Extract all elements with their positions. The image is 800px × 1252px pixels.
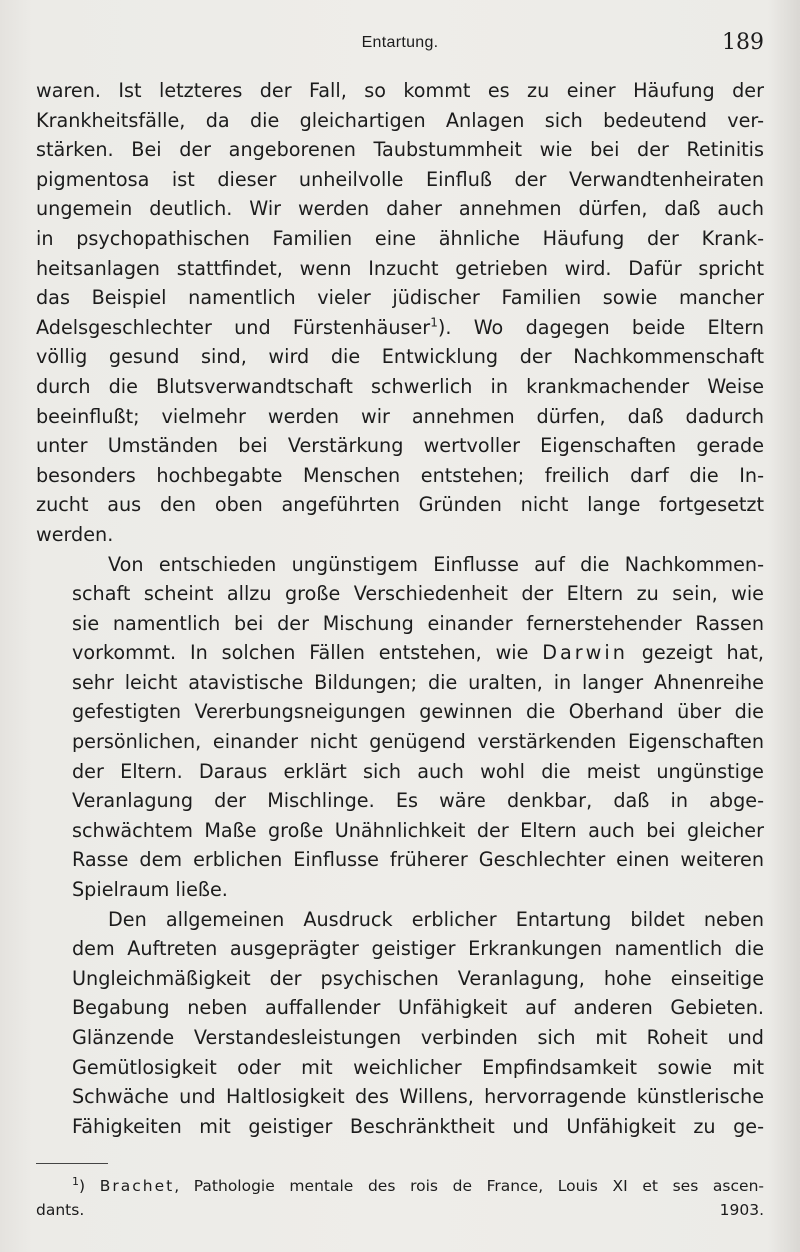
text-line [36, 638, 764, 668]
footnote-text: , Pathologie mentale des rois de France, Louis XI et ses ascen- [174, 1177, 764, 1195]
footnote-line [36, 1174, 764, 1198]
text-segment: vorkommt. In solchen Fällen entstehen, wie [72, 641, 529, 665]
text-line: völlig gesund sind, wird die Entwicklung der Nachkommenschaft [36, 345, 764, 369]
text-line: ungemein deutlich. Wir werden daher annehmen dürfen, daß auch [36, 197, 764, 221]
text-line: waren. Ist letzteres der Fall, so kommt es zu einer Häufung der [36, 79, 764, 102]
paragraph-1 [36, 76, 764, 550]
text-line: Von entschieden ungünstigem Einflusse auf die Nachkommen- [108, 552, 764, 576]
text-line: Gemütlosigkeit oder mit weichlicher Empfindsamkeit sowie mit [72, 1055, 764, 1079]
running-title: Entartung. [361, 34, 439, 51]
text-line: schwächtem Maße große Unähnlichkeit der Eltern auch bei gleicher [72, 818, 764, 842]
text-line: das Beispiel namentlich vieler jüdischer Familien sowie mancher [36, 286, 764, 310]
text-line: persönlichen, einander nicht genügend verstärkenden Eigenschaften [72, 730, 764, 754]
text-line: Krankheitsfälle, da die gleichartigen Anlagen sich bedeutend ver- [36, 108, 764, 132]
text-line: schaft scheint allzu große Verschiedenheit der Eltern zu sein, wie [72, 582, 764, 606]
paragraph-3 [36, 905, 764, 1142]
text-segment: ). Wo dagegen beide Eltern [437, 315, 764, 339]
text-line: heitsanlagen stattfindet, wenn Inzucht getrieben wird. Dafür spricht [36, 256, 764, 280]
text-line: gefestigten Vererbungsneigungen gewinnen die Oberhand über die [72, 700, 764, 724]
footnote-line: dants. 1903. [36, 1201, 764, 1219]
footnote-marker: 1 [72, 1174, 79, 1188]
text-line: zucht aus den oben angeführten Gründen nicht lange fortgesetzt [36, 493, 764, 517]
footnote-divider [36, 1163, 108, 1164]
footnote-marker-paren: ) [79, 1177, 86, 1195]
text-line: pigmentosa ist dieser unheilvolle Einfluß der Verwandtenheiraten [36, 167, 764, 191]
footnote [36, 1174, 764, 1222]
text-line: Spielraum ließe. [72, 878, 228, 902]
footnote-author: Brachet [99, 1177, 175, 1195]
body-text [36, 76, 764, 1141]
text-segment: Adelsgeschlechter und Fürstenhäuser [36, 315, 431, 339]
text-line: Veranlagung der Mischlinge. Es wäre denkbar, daß in abge- [72, 789, 764, 813]
page-header [36, 28, 764, 60]
author-name-darwin: Darwin [542, 641, 628, 665]
text-line: werden. [36, 522, 114, 546]
text-line [36, 313, 764, 343]
text-line: sie namentlich bei der Mischung einander fernerstehender Rassen [72, 611, 764, 635]
text-line: durch die Blutsverwandtschaft schwerlich in krankmachender Weise [36, 374, 764, 398]
text-line: Glänzende Verstandesleistungen verbinden sich mit Roheit und [72, 1026, 764, 1049]
text-line: Rasse dem erblichen Einflusse früherer Geschlechter einen weiteren [72, 848, 764, 872]
text-line: stärken. Bei der angeborenen Taubstummheit wie bei der Retinitis [36, 138, 764, 162]
text-line: dem Auftreten ausgeprägter geistiger Erkrankungen namentlich die [72, 937, 764, 961]
text-segment: gezeigt hat, [641, 641, 764, 665]
text-line: in psychopathischen Familien eine ähnliche Häufung der Krank- [36, 226, 764, 250]
paragraph-2 [36, 550, 764, 905]
page-number: 189 [722, 30, 764, 55]
footnote-reference[interactable]: 1 [430, 315, 438, 330]
text-line: Schwäche und Haltlosigkeit des Willens, hervorragende künstlerische [72, 1085, 764, 1109]
text-line: sehr leicht atavistische Bildungen; die uralten, in langer Ahnenreihe [72, 670, 764, 694]
text-line: Den allgemeinen Ausdruck erblicher Entartung bildet neben [108, 907, 764, 931]
text-line: der Eltern. Daraus erklärt sich auch wohl die meist ungünstige [72, 759, 764, 783]
text-line: beeinflußt; vielmehr werden wir annehmen dürfen, daß dadurch [36, 404, 764, 428]
text-line: besonders hochbegabte Menschen entstehen; freilich darf die In- [36, 463, 764, 487]
text-line: Ungleichmäßigkeit der psychischen Veranlagung, hohe einseitige [72, 966, 764, 990]
text-line: Fähigkeiten mit geistiger Beschränktheit und Unfähigkeit zu ge- [72, 1114, 764, 1138]
text-line: unter Umständen bei Verstärkung wertvoller Eigenschaften gerade [36, 434, 764, 458]
text-line: Begabung neben auffallender Unfähigkeit auf anderen Gebieten. [72, 996, 764, 1020]
